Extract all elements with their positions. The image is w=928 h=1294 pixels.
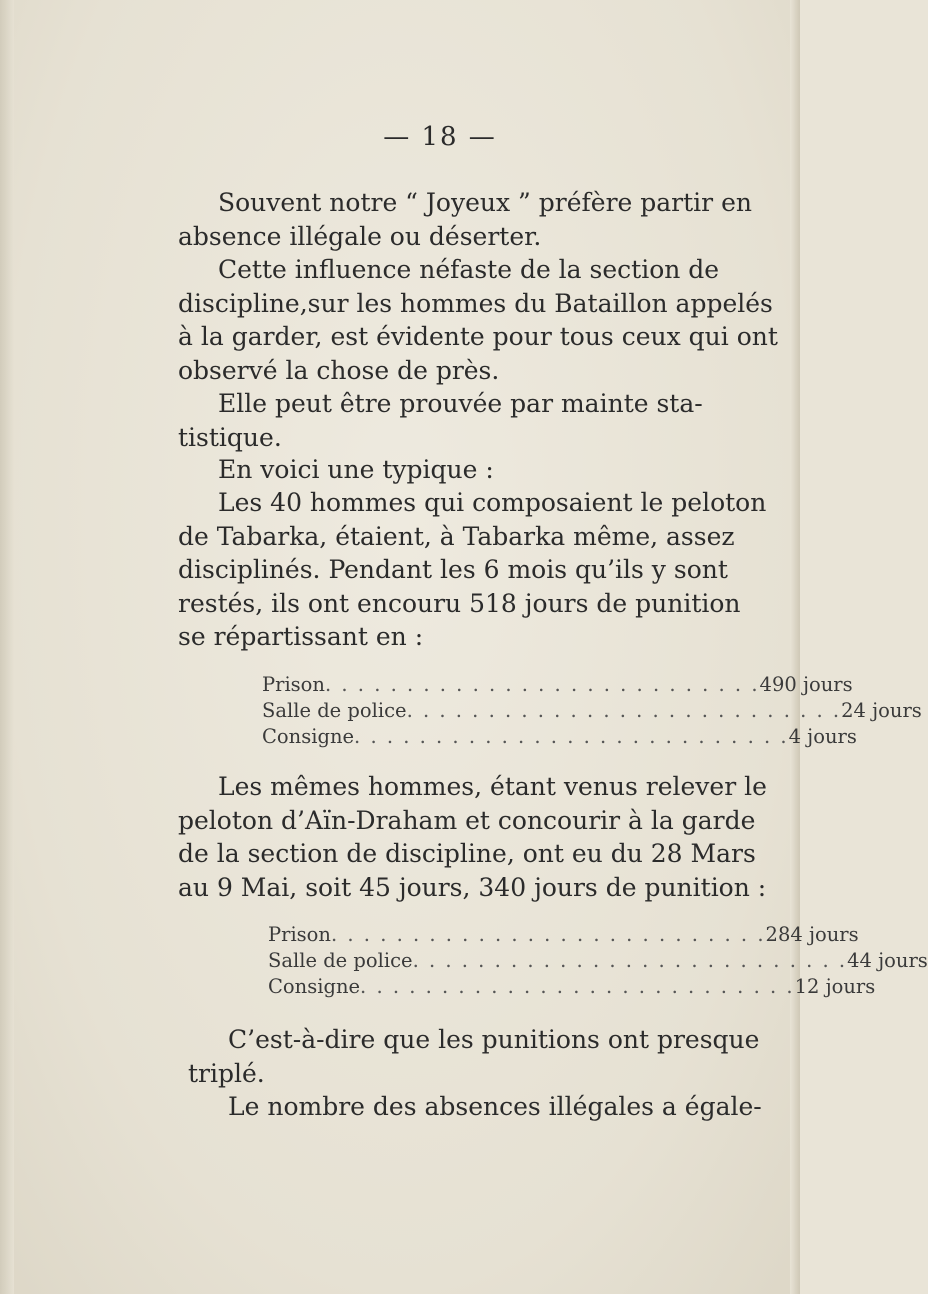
page-number: — 18 — [383,122,497,152]
text-line: de Tabarka, étaient, à Tabarka même, assez [178,521,735,551]
text-line: Le nombre des absences illégales a égale- [228,1092,762,1121]
leader-dots: . . . . . . . . . . . . . . . . . . . . . . . . . . . [412,949,848,972]
text-line: Cette influence néfaste de la section de [218,255,720,284]
row-label: Consigne [262,725,355,748]
row-label: Prison [268,923,331,946]
text-line: à la garder, est évidente pour tous ceux qui ont [178,322,778,351]
text-line: se répartissant en : [178,622,424,651]
page-edge-left [0,0,14,1294]
table-row [262,698,922,724]
row-value: 284 jours [765,923,859,946]
paragraph [188,1090,762,1124]
text-line: restés, ils ont encouru 518 jours de punition [178,588,741,618]
paragraph [188,1023,760,1090]
paragraph [178,453,706,487]
punishment-table-tabarka [262,672,922,750]
text-line: observé la chose de près. [178,355,500,385]
table-row [268,974,876,1000]
table-row [268,948,928,974]
paragraph [178,387,706,454]
text-line: tistique. [178,422,282,452]
row-value: 4 jours [788,725,857,748]
paragraph [178,486,767,654]
row-value: 12 jours [794,975,876,998]
text-line: au 9 Mai, soit 45 jours, 340 jours de punition : [178,872,767,902]
leader-dots: . . . . . . . . . . . . . . . . . . . . . . . . . . . [360,975,795,998]
text-line: C’est-à-dire que les punitions ont presque [228,1025,760,1054]
leader-dots: . . . . . . . . . . . . . . . . . . . . . . . . . . . [406,699,842,722]
leader-dots: . . . . . . . . . . . . . . . . . . . . . . . . . . . [354,725,789,748]
leader-dots: . . . . . . . . . . . . . . . . . . . . . . . . . . . [325,673,760,696]
text-line: En voici une typique : [218,455,494,484]
text-line: discipline,sur les hommes du Bataillon appelés [178,288,773,318]
row-value: 490 jours [759,673,853,696]
table-row [268,922,859,948]
row-label: Salle de police [262,699,407,722]
leader-dots: . . . . . . . . . . . . . . . . . . . . . . . . . . . [331,923,766,946]
row-value: 44 jours [847,949,928,972]
text-line: Les 40 hommes qui composaient le peloton [218,488,767,517]
paragraph [178,186,752,253]
text-line: absence illégale ou déserter. [178,221,542,251]
text-line: Les mêmes hommes, étant venus relever le [218,772,767,801]
table-row [262,672,853,698]
row-value: 24 jours [841,699,922,722]
page-edge-right [790,0,800,1294]
text-line: triplé. [188,1058,265,1088]
paragraph [178,253,778,387]
text-line: peloton d’Aïn-Draham et concourir à la garde [178,805,756,835]
row-label: Consigne [268,975,361,998]
punishment-table-ain-draham [268,922,928,1000]
paragraph [178,770,767,904]
row-label: Salle de police [268,949,413,972]
table-row [262,724,857,750]
text-line: Elle peut être prouvée par mainte sta- [218,389,703,418]
text-line: Souvent notre “ Joyeux ” préfère partir en [218,188,752,217]
text-line: de la section de discipline, ont eu du 28 Mars [178,839,756,868]
text-line: disciplinés. Pendant les 6 mois qu’ils y sont [178,555,728,584]
row-label: Prison [262,673,325,696]
